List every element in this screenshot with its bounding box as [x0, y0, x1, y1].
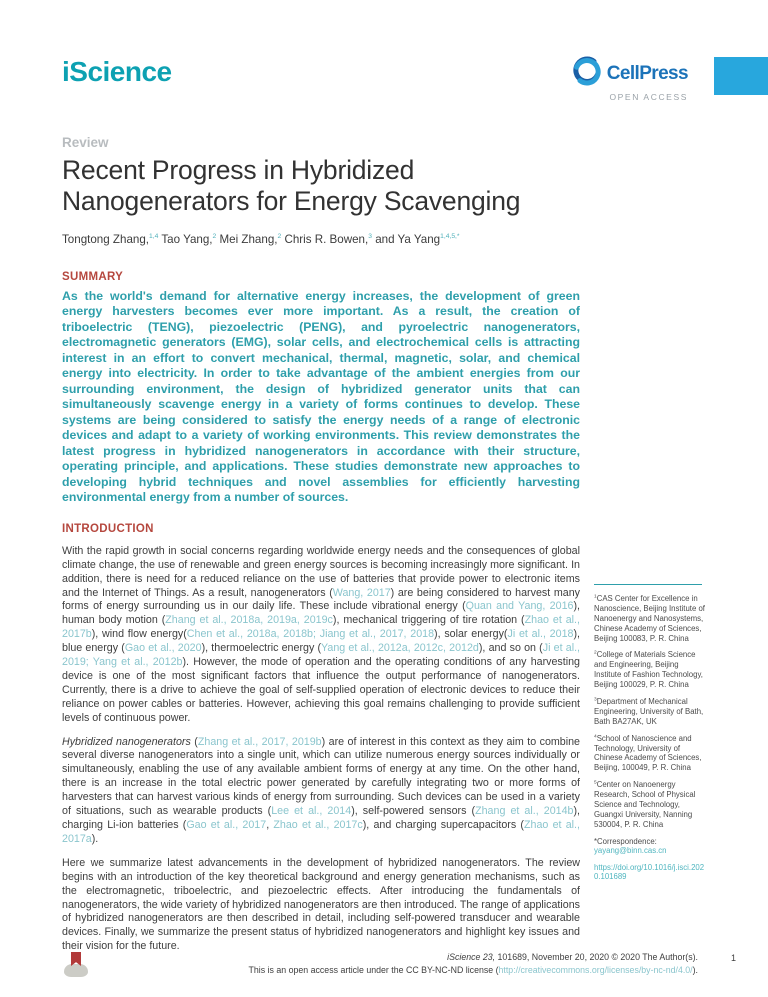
correspondence-label: *Correspondence:	[594, 836, 657, 846]
journal-logo: iScience	[62, 56, 172, 87]
inline-link[interactable]: Chen et al., 2018a, 2018b; Jiang et al., 2017, 2018	[186, 628, 435, 641]
text-segment: ), self-powered sensors (	[351, 805, 476, 818]
cellpress-icon	[572, 56, 602, 91]
correspondence-block	[594, 837, 706, 883]
affiliations-list	[594, 594, 706, 830]
text-segment: ), human body motion (	[62, 600, 580, 627]
introduction-paragraph-1	[62, 545, 580, 726]
text-segment: ,	[266, 819, 274, 831]
text-segment: Mei Zhang,	[216, 233, 278, 246]
introduction-heading: INTRODUCTION	[62, 522, 154, 535]
masthead	[0, 0, 768, 102]
affiliation-item: $^3$Department of Mechanical Engineering, University of Bath, Bath BA27AK, UK	[594, 697, 704, 726]
text-segment: 3	[368, 233, 372, 241]
text-segment: ), and so on (	[478, 642, 543, 655]
text-segment: With the rapid growth in social concerns regarding worldwide energy needs and the consequences of global climate change, the use of renewable and green energy sources is becoming increasingly more significant. In addition, there is need for a reduced reliance on the use of batteries that provide power to electronic items and the Internet of Things. As a result, nanogenerators (	[62, 544, 580, 599]
affiliation-item: $^2$College of Materials Science and Engineering, Beijing Institute of Fashion Technology, Beijing 100029, P. R. China	[594, 650, 703, 690]
inline-link[interactable]: Ji et al., 2019; Yang et al., 2012b	[62, 642, 581, 669]
text-segment: 101689, November 20, 2020 © 2020 The Author(s).	[495, 952, 698, 962]
text-segment: ) are being considered to harvest many forms of energy surrounding us in our daily life. These include vibrational energy (	[62, 586, 580, 613]
inline-link[interactable]: Zhang et al., 2017, 2019b	[197, 735, 322, 748]
page-content	[0, 102, 768, 954]
introduction-paragraph-3	[62, 857, 580, 954]
main-column	[62, 102, 580, 954]
inline-link[interactable]: Zhao et al., 2017a	[62, 819, 580, 845]
inline-link[interactable]: Lee et al., 2014	[271, 805, 352, 818]
text-segment: ).	[91, 832, 99, 845]
text-segment: ), thermoelectric energy (	[201, 642, 322, 655]
inline-link[interactable]: http://creativecommons.org/licenses/by-nc-nd/4.0/	[498, 965, 693, 976]
page-footer	[62, 951, 736, 985]
journal-citation-line	[62, 951, 698, 964]
text-segment: ) are of interest in this context as they aim to combine several diverse nanogenerators into a single unit, which can utilize numerous energy sources individually or simultaneously, enabling the use of any available ambient forms of energy at any time. On the other hand, there is an increase in the total electric power generated by carefully integrating two or more forms of harvesters that can harvest various kinds of energy from surrounding. Such devices can be used in a variety of situations, such as wearable products (	[62, 735, 580, 818]
inline-link[interactable]: Gao et al., 2017	[186, 819, 267, 831]
affiliation-item: $^1$CAS Center for Excellence in Nanoscience, Beijing Institute of Nanoenergy and Nanosystems, Chinese Academy of Sciences, Beijing 100083, P. R. China	[594, 594, 705, 643]
publisher-name: CellPress	[606, 62, 688, 84]
article-type-label: Review	[62, 135, 109, 150]
affiliations-sidebar	[594, 584, 706, 954]
inline-link[interactable]: Yang et al., 2012a, 2012c, 2012d	[321, 642, 479, 655]
summary-text: As the world's demand for alternative energy increases, the development of green energy harvesters becomes ever more important. As a result, the creation of triboelectric (TENG), piezoelectric (PENG), and pyroelectric nanogenerators, electromagnetic generators (EMG), solar cells, and electrochemical cells is attracting interest in an effort to convert mechanical, thermal, magnetic, solar, and chemical energy into electricity. In order to take advantage of the ambient energies from our surrounding environment, the design of hybridized generator units that can simultaneously scavenge energy in a variety of forms continues to develop. These systems are being considered to satisfy the energy needs of a range of electronic devices and adapt to a variety of working environments. This review demonstrates the latest progress in hybridized nanogenerators in accordance with their structure, operating principle, and applications. These studies demonstrate new approaches to developing hybrid techniques and novel assemblies for efficiently harvesting environmental energy from a number of sources.	[62, 289, 580, 505]
affiliation-item: $^5$Center on Nanoenergy Research, School of Physical Science and Technology, Guangxi University, Nanning 530004, P. R. China	[594, 780, 696, 829]
text-segment: ), blue energy (	[62, 628, 580, 655]
affiliation-item: $^4$School of Nanoscience and Technology, University of Chinese Academy of Sciences, Beijing, 100049, P. R. China	[594, 733, 702, 773]
text-segment: 1,4,5,*	[440, 233, 460, 241]
introduction-paragraph-2	[62, 736, 580, 847]
publisher-logo	[572, 56, 688, 102]
text-segment: ), solar energy(	[434, 628, 508, 641]
text-segment: 2	[277, 233, 282, 241]
text-segment: (	[190, 735, 198, 748]
text-segment: ), mechanical triggering of tire rotation (	[332, 614, 525, 627]
inline-link[interactable]: Zhao et al., 2017c	[273, 819, 363, 831]
inline-link[interactable]: Ji et al., 2018	[507, 628, 574, 641]
text-segment: This is an open access article under the CC BY-NC-ND license (	[248, 965, 499, 976]
text-segment: 1,4	[149, 233, 159, 241]
page-title: Recent Progress in Hybridized Nanogenerators for Energy Scavenging	[62, 155, 521, 216]
text-segment: ). However, the mode of operation and the operating conditions of any harvesting device is one of the most significant factors that influence the output performance of nanogenerators. Currently, there is a drive to achieve the goal of self-supplied operation of electronic devices to reduce their reliance on power cables or batteries. However, achieving this goal remains challenging to provide sufficient levels of continuous power.	[62, 656, 581, 724]
text-segment: ), wind flow energy(	[91, 628, 187, 641]
doi-link[interactable]: https://doi.org/10.1016/j.isci.2020.101689	[594, 862, 705, 882]
open-access-label: OPEN ACCESS	[609, 92, 688, 102]
text-segment: Here we summarize latest advancements in the development of hybridized nanogenerators. The review begins with an introduction of the key theoretical background and energy generation mechanisms, such as the electromagnetic, triboelectric, and piezoelectric effects. After introducing the fundamentals of nanogenerators, the wide variety of hybridized nanogenerators are then introduced. The range of applications of hybridized nanogenerators are then described in detail, including self-powered transducer and wearable devices. Finally, we summarize the present status of hybridized nanogenerators and highlight key issues and their vision for the future.	[62, 856, 580, 953]
check-for-updates-icon[interactable]	[62, 951, 90, 979]
text-segment: Hybridized nanogenerators	[62, 735, 191, 748]
inline-link[interactable]: Zhang et al., 2018a, 2019a, 2019c	[165, 614, 333, 627]
header-accent-bar	[714, 57, 768, 95]
license-line	[62, 964, 698, 977]
text-segment: Tongtong Zhang,	[62, 233, 150, 246]
text-segment: and Ya Yang	[371, 233, 441, 246]
text-segment: ), charging Li-ion batteries (	[62, 805, 580, 831]
inline-link[interactable]: Zhao et al., 2017b	[62, 614, 580, 641]
text-segment: iScience 23,	[447, 952, 496, 962]
sidebar-divider	[594, 584, 702, 585]
text-segment: ).	[692, 965, 698, 976]
text-segment: Tao Yang,	[158, 233, 213, 246]
inline-link[interactable]: Gao et al., 2020	[124, 642, 202, 655]
text-segment: 2	[212, 233, 217, 241]
inline-link[interactable]: Wang, 2017	[332, 586, 391, 599]
text-segment: ), and charging supercapacitors (	[362, 819, 524, 831]
inline-link[interactable]: Zhang et al., 2014b	[475, 805, 574, 818]
author-line	[62, 233, 580, 246]
summary-heading: SUMMARY	[62, 271, 124, 283]
correspondence-email-link[interactable]: yayang@binn.cas.cn	[594, 845, 667, 855]
inline-link[interactable]: Quan and Yang, 2016	[465, 600, 574, 613]
text-segment: Chris R. Bowen,	[281, 233, 369, 246]
page-number: 1	[730, 953, 736, 963]
